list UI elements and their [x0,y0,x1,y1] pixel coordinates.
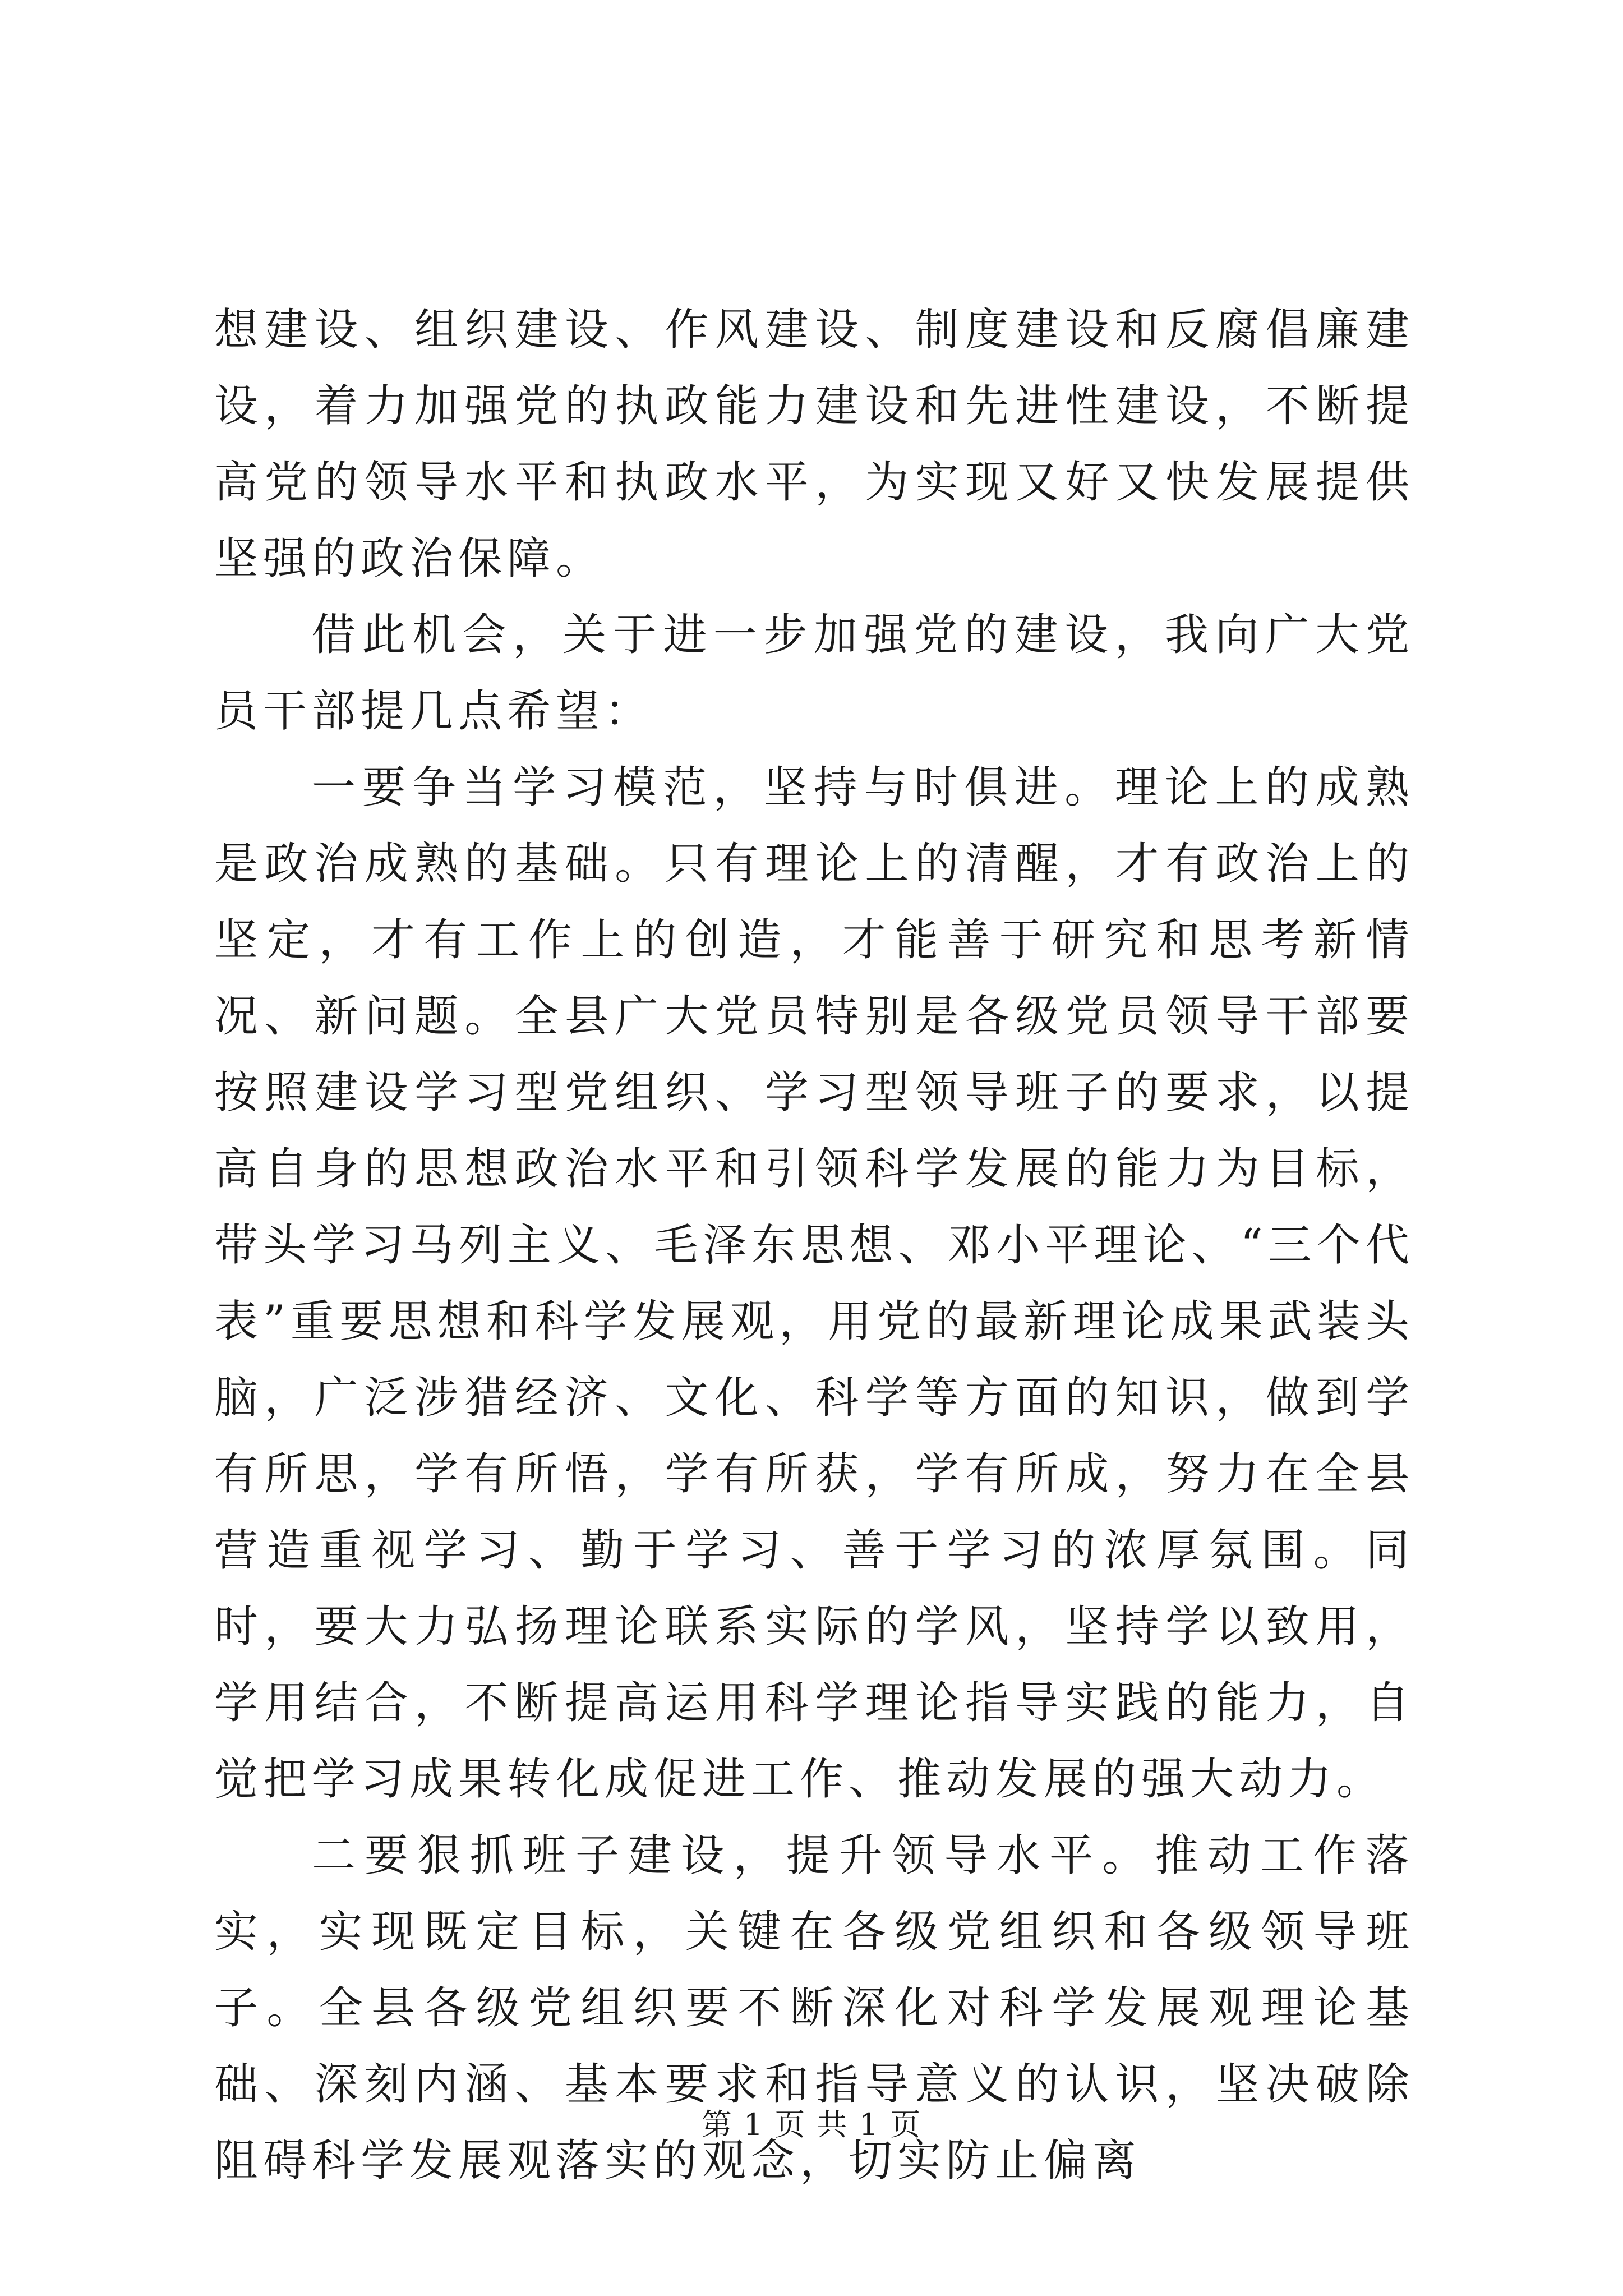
paragraph-2: 借此机会，关于进一步加强党的建设，我向广大党员干部提几点希望： [214,610,1414,737]
page-footer: 第 1 页 共 1 页 [701,2107,922,2142]
paragraph-4: 二要狠抓班子建设，提升领导水平。推动工作落实，实现既定目标，关键在各级党组织和各级领导班子。全县各级党组织要不断深化对科学发展观理论基础、深刻内涵、基本要求和指导意义的认识，坚决破除阻碍科学发展观落实的观念，切实防止偏离 [214,1830,1414,2186]
paragraph-3: 一要争当学习模范，坚持与时俱进。理论上的成熟是政治成熟的基础。只有理论上的清醒，才有政治上的坚定，才有工作上的创造，才能善于研究和思考新情况、新问题。全县广大党员特别是各级党员领导干部要按照建设学习型党组织、学习型领导班子的要求，以提高自身的思想政治水平和引领科学发展的能力为目标，带头学习马列主义、毛泽东思想、邓小平理论、“三个代表”重要思想和科学发展观，用党的最新理论成果武装头脑，广泛涉猎经济、文化、科学等方面的知识，做到学有所思，学有所悟，学有所获，学有所成，努力在全县营造重视学习、勤于学习、善于学习的浓厚氛围。同时，要大力弘扬理论联系实际的学风，坚持学以致用，学用结合，不断提高运用科学理论指导实践的能力，自觉把学习成果转化成促进工作、推动发展的强大动力。 [214,762,1414,1805]
document-body [214,292,1414,2199]
paragraph-1: 想建设、组织建设、作风建设、制度建设和反腐倡廉建设，着力加强党的执政能力建设和先进性建设，不断提高党的领导水平和执政水平，为实现又好又快发展提供坚强的政治保障。 [214,305,1414,584]
